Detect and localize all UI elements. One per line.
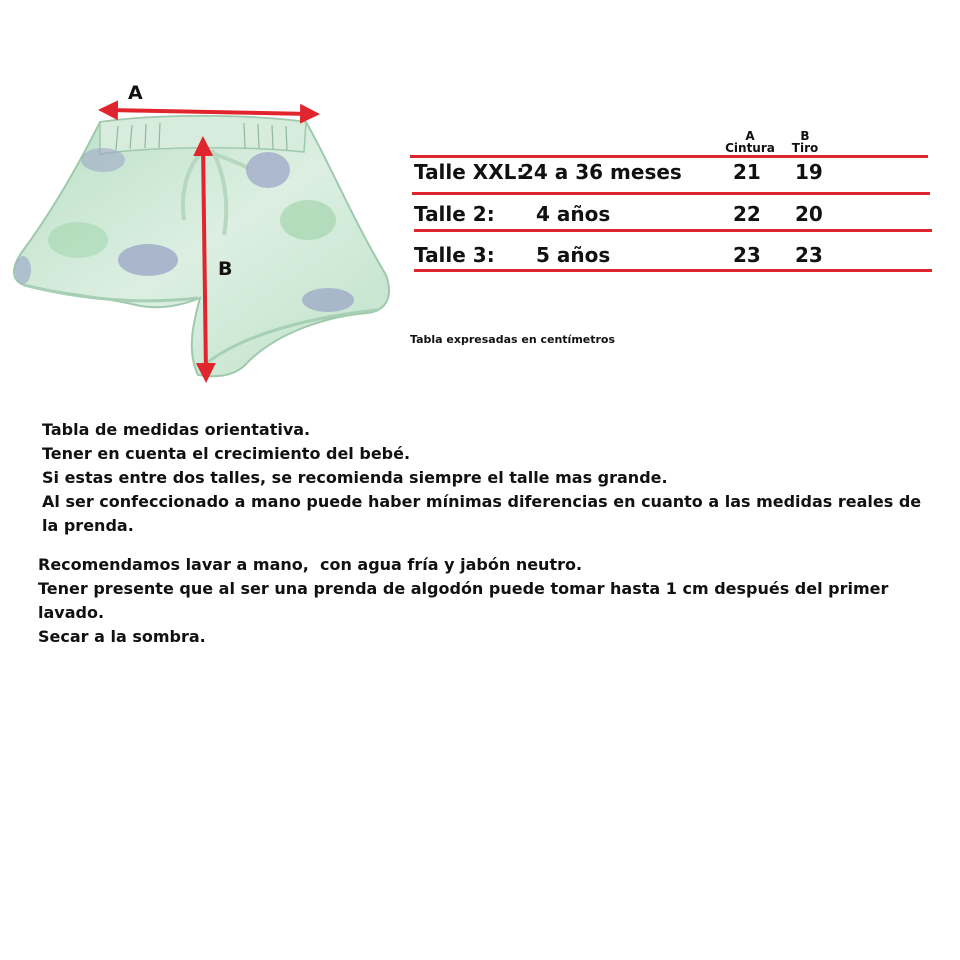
column-b-letter: B [800,129,810,143]
shorts-figure [8,70,408,390]
dye-spot [246,152,290,188]
note-line: Secar a la sombra. [38,627,206,646]
column-header-a [722,130,778,154]
column-b-name: Tiro [791,141,819,155]
table-rule [412,192,930,195]
dye-spot [118,244,178,276]
table-row [414,202,934,232]
waist-cell: 22 [733,202,761,226]
dye-spot [48,222,108,258]
note-line: Tabla de medidas orientativa. [42,420,311,439]
waist-cell: 21 [733,160,761,184]
size-cell: Talle 2: [414,202,495,226]
shorts-illustration [8,70,408,390]
column-a-letter: A [745,129,755,143]
note-line: Recomendamos lavar a mano, con agua fría y jabón neutro. [38,555,583,574]
dye-spot [81,148,125,172]
table-rule [414,269,932,272]
dye-spot [280,200,336,240]
rise-cell: 19 [795,160,823,184]
table-unit-note: Tabla expresadas en centímetros [410,333,616,346]
dye-spot [15,256,31,284]
dimension-a-label: A [128,82,143,104]
age-cell: 5 años [536,243,611,267]
dimension-b-label: B [218,258,233,280]
note-line: Tener en cuenta el crecimiento del bebé. [42,444,411,463]
note-line: Tener presente que al ser una prenda de algodón puede tomar hasta 1 cm después del primer lavado. [38,579,889,622]
dye-spot [302,288,354,312]
table-rule [414,229,932,232]
age-cell: 24 a 36 meses [520,160,682,184]
rise-cell: 20 [795,202,823,226]
sizing-notes [42,418,932,538]
column-a-name: Cintura [725,141,775,155]
size-table [410,128,935,278]
arrow-a [106,110,312,114]
table-rule [410,155,928,158]
rise-cell: 23 [795,243,823,267]
waist-cell: 23 [733,243,761,267]
note-line: Si estas entre dos talles, se recomienda siempre el talle mas grande. [42,468,668,487]
column-header-b [785,130,825,154]
note-line: Al ser confeccionado a mano puede haber mínimas diferencias en cuanto a las medidas reales de la prenda. [42,492,922,535]
size-cell: Talle 3: [414,243,495,267]
age-cell: 4 años [536,202,611,226]
table-row [414,160,934,190]
size-cell: Talle XXL: [414,160,525,184]
care-notes [38,553,928,649]
